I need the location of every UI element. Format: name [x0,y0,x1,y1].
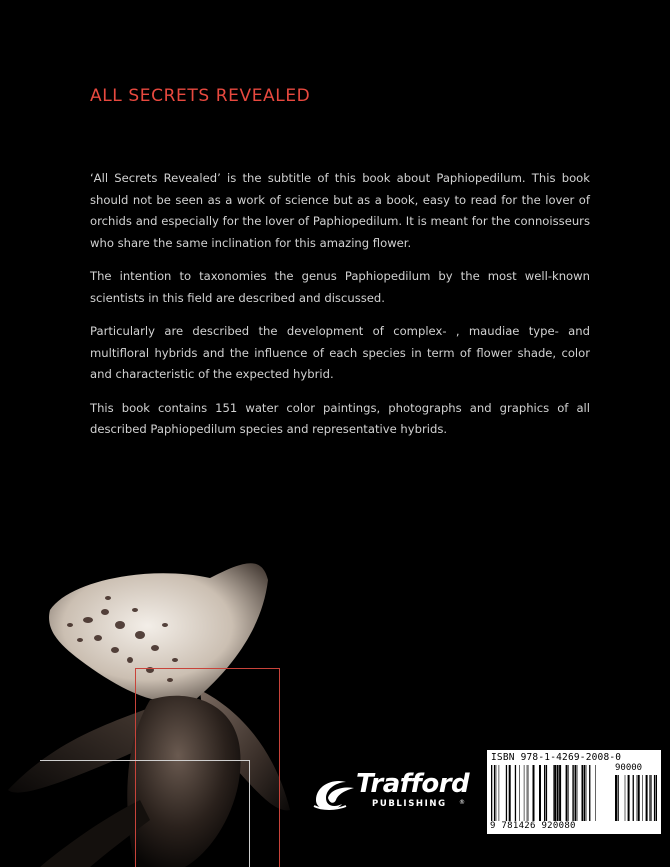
barcode-bar [528,765,529,821]
barcode-bar [589,765,590,821]
blurb-paragraph-3: Particularly are described the development of complex- , maudiae type- and multifloral hybrids and the influence of each species in term of flower shade, color and characteristic of the expected hybrid. [90,324,590,381]
ean-barcode-bars [491,765,601,821]
publisher-logo [312,768,472,818]
barcode-bar [499,765,500,821]
barcode-bar [625,775,626,821]
blurb-paragraph-4: This book contains 151 water color paintings, photographs and graphics of all described Paphiopedilum species and representative hybrids. [90,400,590,436]
barcode-bar [533,765,535,821]
barcode-bar [618,775,619,821]
barcode-bar [524,765,525,821]
barcode-bar [573,765,574,821]
barcode-bar [582,765,584,821]
barcode-bar [638,775,640,821]
barcode-bar [559,765,561,821]
barcode-bar [595,765,596,821]
barcode-bar [586,765,587,821]
white-frame-accent [40,760,250,867]
barcode-bar [656,775,657,821]
barcode-bar [527,765,528,821]
price-addon-digits: 90000 [615,763,643,773]
barcode-bar [646,775,648,821]
barcode-bar [496,765,497,821]
barcode-bar [628,775,630,821]
trafford-wave-icon [312,774,358,814]
barcode-bar [494,765,495,821]
barcode-bar [642,775,643,821]
publisher-subtitle: PUBLISHING [372,799,447,809]
barcode-bar [506,765,507,821]
barcode-bar [554,765,556,821]
publisher-name: Trafford [356,769,470,799]
barcode-bar [544,765,545,821]
registered-mark: ® [459,799,465,806]
barcode-bar [654,775,655,821]
barcode-bar [577,765,578,821]
barcode-bar [519,765,520,821]
barcode-bar [566,765,568,821]
blurb-paragraph-2: The intention to taxonomies the genus Paphiopedilum by the most well-known scientists in this field are described and discussed. [90,269,590,305]
barcode-bar [637,775,638,821]
barcode-bar [509,765,511,821]
barcode-bar [553,765,554,821]
barcode-bar [546,765,547,821]
barcode-bar [575,765,576,821]
barcode-bar [568,765,569,821]
barcode-bar [557,765,559,821]
cover-title: ALL SECRETS REVEALED [90,86,311,106]
addon-barcode-bars [615,775,657,821]
blurb-paragraph-1: ‘All Secrets Revealed’ is the subtitle of this book about Paphiopedilum. This book should not be seen as a work of science but as a book, easy to read for the lover of orchids and especially for the lover of Paphiopedilum. It is meant for the connoisseurs who share the same inclination for this amazing flower. [90,171,590,250]
barcode-bar [650,775,651,821]
barcode-bar [515,765,516,821]
ean-digits: 9 781426 920080 [490,821,576,831]
barcode-bar [491,765,492,821]
barcode-bar [584,765,585,821]
barcode-bar [615,775,617,821]
barcode-bar [649,775,650,821]
barcode-bar [572,765,573,821]
isbn-barcode [487,750,661,834]
barcode-bar [539,765,541,821]
isbn-number: ISBN 978-1-4269-2008-0 [491,752,622,763]
barcode-bar [633,775,634,821]
blurb [90,168,590,453]
